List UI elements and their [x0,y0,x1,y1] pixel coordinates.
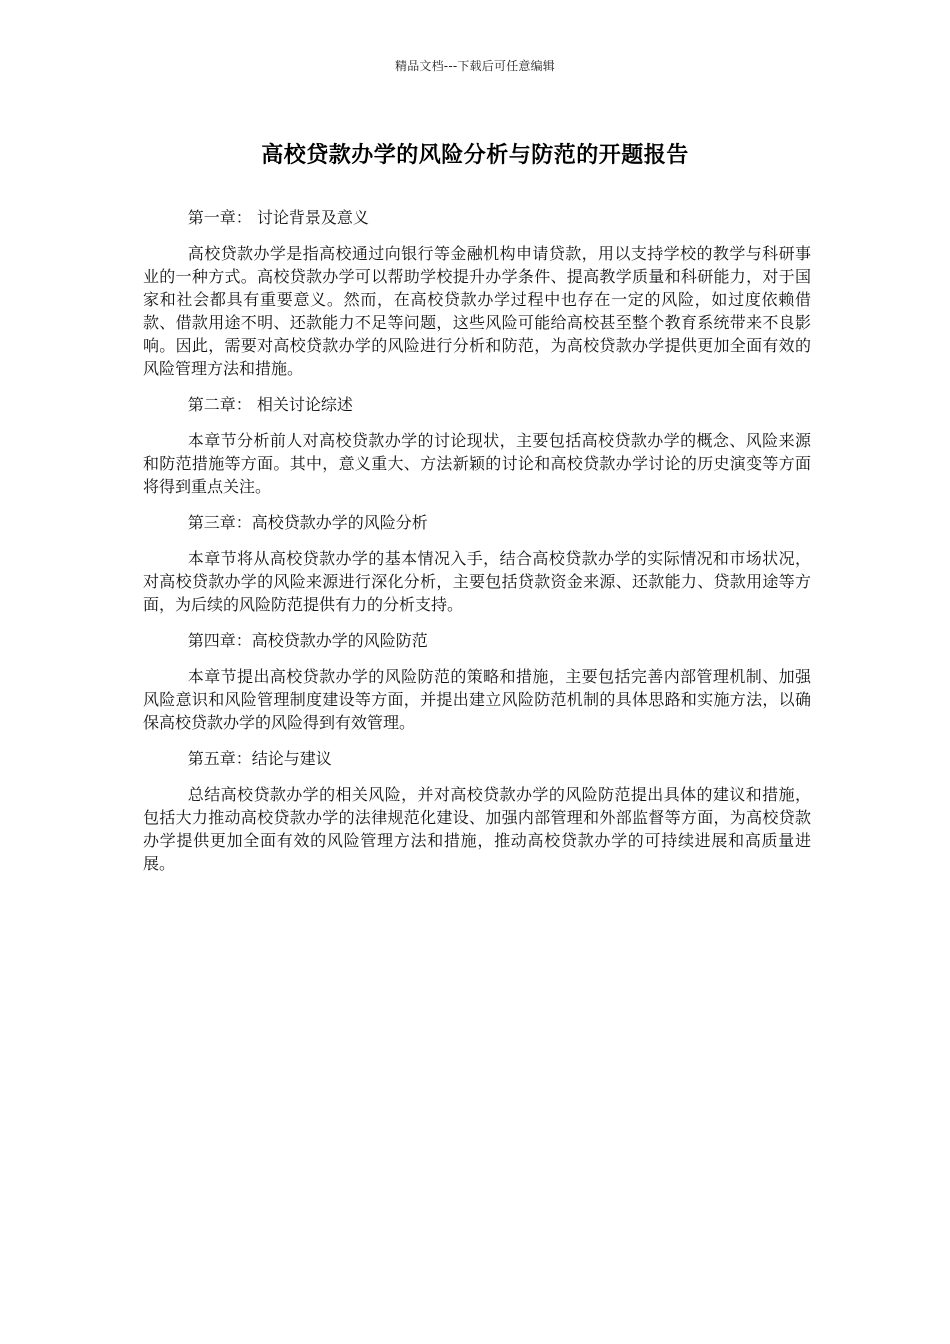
section-chapter-4 [143,629,811,734]
section-heading: 第一章： 讨论背景及意义 [187,208,369,227]
document-title: 高校贷款办学的风险分析与防范的开题报告 [261,143,689,168]
section-paragraph: 本章节分析前人对高校贷款办学的讨论现状，主要包括高校贷款办学的概念、风险来源和防范措施等方面。其中，意义重大、方法新颖的讨论和高校贷款办学讨论的历史演变等方面将得到重点关注。 [143,431,811,496]
document-body [143,206,811,888]
section-heading: 第三章：高校贷款办学的风险分析 [187,513,428,532]
header-note: 精品文档---下载后可任意编辑 [395,59,555,73]
section-chapter-5 [143,747,811,875]
section-heading: 第二章： 相关讨论综述 [187,395,353,414]
section-heading: 第五章：结论与建议 [187,749,332,768]
section-heading: 第四章：高校贷款办学的风险防范 [187,631,428,650]
section-chapter-3 [143,511,811,616]
section-paragraph: 本章节将从高校贷款办学的基本情况入手，结合高校贷款办学的实际情况和市场状况，对高校贷款办学的风险来源进行深化分析，主要包括贷款资金来源、还款能力、贷款用途等方面，为后续的风险防范提供有力的分析支持。 [143,549,811,614]
section-chapter-1 [143,206,811,380]
section-paragraph: 本章节提出高校贷款办学的风险防范的策略和措施，主要包括完善内部管理机制、加强风险意识和风险管理制度建设等方面，并提出建立风险防范机制的具体思路和实施方法，以确保高校贷款办学的风险得到有效管理。 [143,667,811,732]
section-chapter-2 [143,393,811,498]
section-paragraph: 总结高校贷款办学的相关风险，并对高校贷款办学的风险防范提出具体的建议和措施，包括大力推动高校贷款办学的法律规范化建设、加强内部管理和外部监督等方面，为高校贷款办学提供更加全面有效的风险管理方法和措施，推动高校贷款办学的可持续进展和高质量进展。 [143,785,811,873]
section-paragraph: 高校贷款办学是指高校通过向银行等金融机构申请贷款，用以支持学校的教学与科研事业的一种方式。高校贷款办学可以帮助学校提升办学条件、提高教学质量和科研能力，对于国家和社会都具有重要意义。然而，在高校贷款办学过程中也存在一定的风险，如过度依赖借款、借款用途不明、还款能力不足等问题，这些风险可能给高校甚至整个教育系统带来不良影响。因此，需要对高校贷款办学的风险进行分析和防范，为高校贷款办学提供更加全面有效的风险管理方法和措施。 [143,244,811,378]
